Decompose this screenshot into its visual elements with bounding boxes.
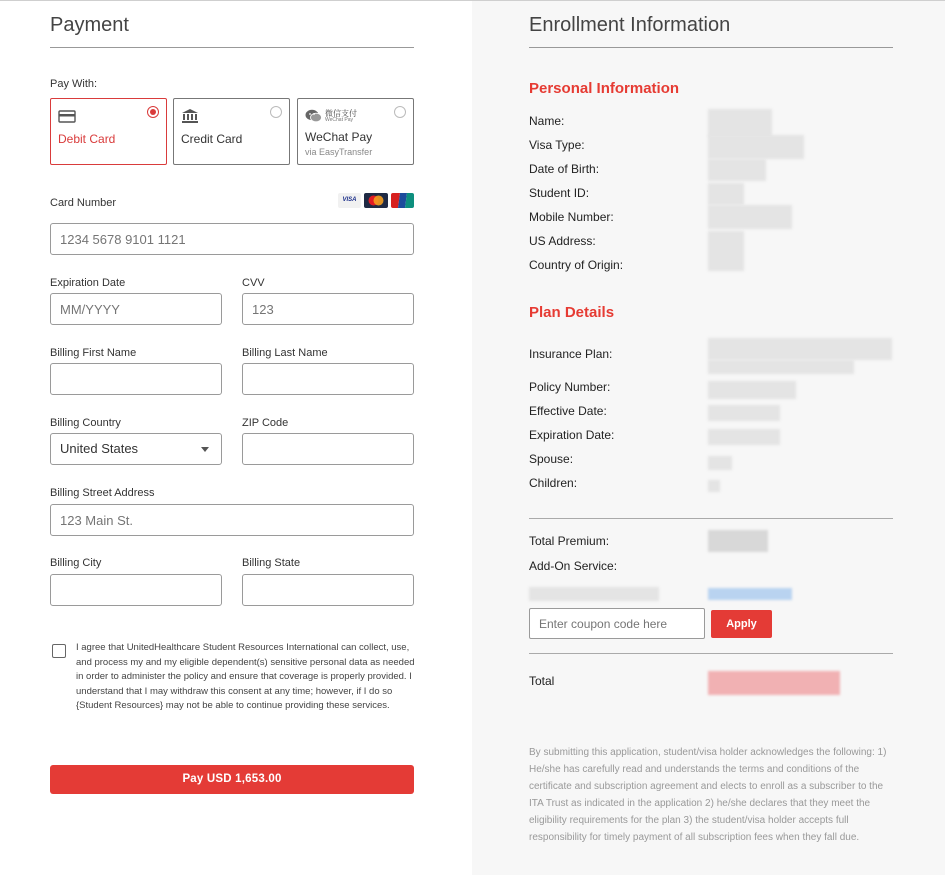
name-label: Name: [529,114,565,128]
redacted-policy-number [708,381,796,399]
expiration-date-label: Expiration Date [50,277,126,289]
billing-country-value: United States [60,441,139,456]
redacted-visa-type [708,135,804,159]
billing-country-select[interactable] [50,433,222,465]
mobile-number-label: Mobile Number: [529,210,614,224]
billing-first-name-input[interactable] [50,363,222,395]
redacted-total-premium [708,530,768,552]
date-of-birth-label: Date of Birth: [529,162,600,176]
expiration-date-label-right: Expiration Date: [529,428,615,442]
debit-card-radio[interactable] [147,106,159,118]
wechat-pay-label: WeChat Pay [305,130,373,144]
total-premium-label: Total Premium: [529,534,610,548]
billing-city-input[interactable] [50,574,222,606]
debit-card-label: Debit Card [58,132,116,146]
zip-code-label: ZIP Code [242,417,289,429]
children-label: Children: [529,476,578,490]
billing-state-input[interactable] [242,574,414,606]
chevron-down-icon [201,447,209,452]
billing-city-label: Billing City [50,557,102,569]
consent-text: I agree that UnitedHealthcare Student Resources International can collect, use, and process my and my eligible dependent(s) sensitive personal data as needed in order to administer the policy and ensure that coverage is properly provided. I understand that I may withdraw this consent at any time; however, if I do so {Student Resources} may not be able to continue providing these services. [76,642,415,711]
redacted-children [708,480,720,492]
card-number-label: Card Number [50,197,117,209]
payment-title: Payment [50,14,129,36]
plan-details-heading: Plan Details [529,304,615,321]
visa-logo: VISA [338,193,361,208]
redacted-address [708,231,744,271]
billing-state-label: Billing State [242,557,301,569]
redacted-student-id [708,183,744,205]
redacted-name [708,109,772,137]
personal-information-heading: Personal Information [529,80,680,97]
total-divider [529,653,893,654]
credit-card-radio[interactable] [270,106,282,118]
cvv-input[interactable] [242,293,414,325]
billing-first-name-label: Billing First Name [50,347,137,359]
add-on-service-label: Add-On Service: [529,559,618,573]
billing-street-label: Billing Street Address [50,487,155,499]
redacted-insurance-plan [708,338,892,360]
pay-button[interactable]: Pay USD 1,653.00 [50,765,414,794]
payment-panel [0,1,472,875]
expiration-date-input[interactable] [50,293,222,325]
total-label: Total [529,674,555,688]
billing-last-name-label: Billing Last Name [242,347,328,359]
redacted-insurance-plan-2 [708,360,854,374]
country-of-origin-label: Country of Origin: [529,258,624,272]
payment-title-divider [50,47,414,48]
zip-code-input[interactable] [242,433,414,465]
unionpay-logo [391,193,414,208]
enrollment-title-divider [529,47,893,48]
wechat-pay-radio[interactable] [394,106,406,118]
enrollment-panel [472,1,945,875]
redacted-addon-service [529,587,659,601]
redacted-spouse [708,456,732,470]
bank-icon [181,109,199,123]
wechat-pay-icon: 微信支付 WeChat Pay [305,108,365,124]
billing-last-name-input[interactable] [242,363,414,395]
policy-number-label: Policy Number: [529,380,611,394]
disclaimer-text: By submitting this application, student/visa holder acknowledges the following: 1) He/she has carefully read and understands the terms and conditions of the certificate and subscription agreement and elects to enroll as a subscriber to the ITA Trust as indicated in the application 2) he/she declares that they meet the eligibility requirements for the plan 3) the student/visa holder accepts full responsibility for timely payment of all subscription fees when they fall due. [529,747,887,843]
debit-card-icon [58,109,76,123]
mastercard-logo [364,193,388,208]
redacted-effective-date [708,405,780,421]
redacted-mobile [708,205,792,229]
consent-checkbox[interactable] [52,644,66,658]
card-number-input[interactable] [50,223,414,255]
billing-street-input[interactable] [50,504,414,536]
pay-method-credit-card[interactable] [173,98,290,165]
premium-divider [529,518,893,519]
pay-method-wechat-pay[interactable] [297,98,414,165]
effective-date-label: Effective Date: [529,404,607,418]
credit-card-label: Credit Card [181,132,243,146]
apply-coupon-button[interactable]: Apply [711,610,772,638]
cvv-label: CVV [242,277,265,289]
coupon-code-input[interactable] [529,608,705,639]
wechat-pay-sub: via EasyTransfer [305,147,373,157]
enrollment-title: Enrollment Information [529,14,731,36]
pay-method-debit-card[interactable] [50,98,167,165]
visa-type-label: Visa Type: [529,138,585,152]
redacted-expiration-date [708,429,780,445]
spouse-label: Spouse: [529,452,574,466]
pay-with-label: Pay With: [50,78,98,90]
redacted-dob [708,159,766,181]
insurance-plan-label: Insurance Plan: [529,347,613,361]
redacted-total-amount [708,671,840,695]
us-address-label: US Address: [529,234,596,248]
billing-country-label: Billing Country [50,417,121,429]
student-id-label: Student ID: [529,186,590,200]
redacted-addon-price [708,588,792,600]
